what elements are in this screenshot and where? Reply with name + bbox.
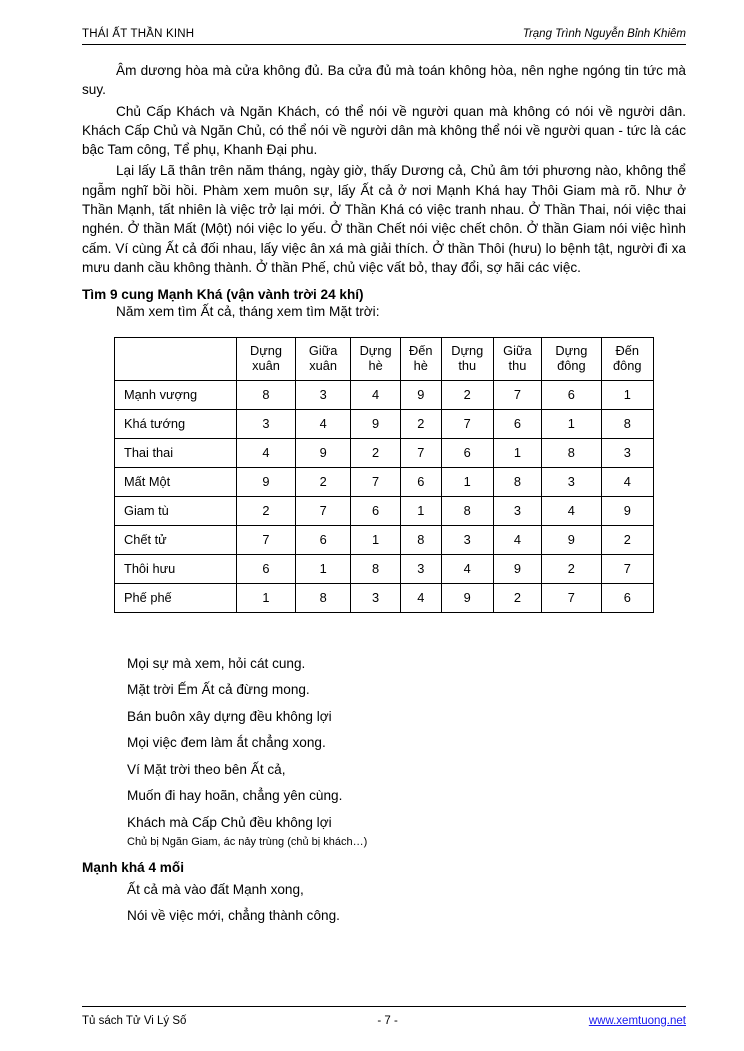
cell: 2	[441, 380, 493, 409]
cell: 3	[295, 380, 350, 409]
cell: 1	[542, 409, 601, 438]
verse-block-2	[82, 877, 686, 930]
footer-divider	[82, 1006, 686, 1007]
cell: 4	[542, 496, 601, 525]
table-container	[82, 337, 686, 612]
cell: 1	[601, 380, 653, 409]
cell: 6	[601, 583, 653, 612]
col-header-corner	[115, 338, 237, 380]
cell: 3	[237, 409, 296, 438]
nine-palaces-table	[114, 337, 654, 612]
cell: 1	[400, 496, 441, 525]
cell: 8	[493, 467, 541, 496]
table-head	[115, 338, 654, 380]
cell: 4	[601, 467, 653, 496]
verse-line: Mọi sự mà xem, hỏi cát cung.	[127, 655, 306, 671]
cell: 1	[493, 438, 541, 467]
cell: 7	[237, 525, 296, 554]
page-header	[82, 28, 686, 44]
table-row	[115, 409, 654, 438]
cell: 7	[542, 583, 601, 612]
row-label: Mất Một	[115, 467, 237, 496]
cell: 8	[351, 554, 400, 583]
cell: 9	[351, 409, 400, 438]
col-header-1: Dựng xuân	[237, 338, 296, 380]
col-header-6: Giữa thu	[493, 338, 541, 380]
table-row	[115, 380, 654, 409]
cell: 6	[493, 409, 541, 438]
body-paragraph-2: Chủ Cấp Khách và Ngăn Khách, có thể nói về người quan mà không có nói về người dân. Khách Cấp Chủ và Ngăn Chủ, có thể nói về người dân mà không thể nói về người quan - tức là các bậc Tam công, Tể phụ, Khanh Đại phu.	[82, 103, 686, 158]
cell: 1	[351, 525, 400, 554]
cell: 6	[441, 438, 493, 467]
cell: 4	[441, 554, 493, 583]
cell: 8	[441, 496, 493, 525]
cell: 2	[601, 525, 653, 554]
cell: 7	[441, 409, 493, 438]
cell: 8	[601, 409, 653, 438]
col-header-4: Đến hè	[400, 338, 441, 380]
verse-line: Khách mà Cấp Chủ đều không lợi	[127, 814, 332, 830]
cell: 4	[295, 409, 350, 438]
cell: 8	[237, 380, 296, 409]
header-title-right: Trạng Trình Nguyễn Bỉnh Khiêm	[522, 28, 686, 40]
table-row	[115, 525, 654, 554]
cell: 3	[400, 554, 441, 583]
cell: 9	[441, 583, 493, 612]
cell: 3	[441, 525, 493, 554]
cell: 1	[295, 554, 350, 583]
verse-line: Ất cả mà vào đất Mạnh xong,	[127, 881, 304, 897]
cell: 8	[400, 525, 441, 554]
table-row	[115, 583, 654, 612]
table-header-row	[115, 338, 654, 380]
header-title-left: THÁI ẤT THẦN KINH	[82, 28, 195, 40]
cell: 4	[493, 525, 541, 554]
row-label: Giam tù	[115, 496, 237, 525]
verse-line: Mặt trời Ếm Ất cả đừng mong.	[127, 682, 310, 698]
col-header-5: Dựng thu	[441, 338, 493, 380]
cell: 2	[400, 409, 441, 438]
cell: 6	[237, 554, 296, 583]
lead-line: Năm xem tìm Ất cả, tháng xem tìm Mặt trời:	[116, 304, 380, 320]
table-row	[115, 467, 654, 496]
row-label: Thai thai	[115, 438, 237, 467]
cell: 7	[493, 380, 541, 409]
cell: 9	[542, 525, 601, 554]
cell: 3	[351, 583, 400, 612]
body-paragraph-3: Lại lấy Lã thân trên năm tháng, ngày giờ, thấy Dương cả, Chủ âm tới phương nào, không thể ngẫm nghĩ bồi hồi. Phàm xem muôn sự, lấy Ất cả ở nơi Mạnh Khá hay Thôi Giam mà rõ. Như ở Thần Mạnh, tất nhiên là việc trở lại mới. Ở Thần Khá có việc tranh nhau. Ở Thần Thai, nói việc thai nghén. Ở thần Mất (Một) nói việc lo yếu. Ở thần Chết nói việc chết chôn. Ở thần Giam nói việc hình cấm. Ví cùng Ất cả đối nhau, lấy việc ân xá mà giải thích. Ở thần Thôi (hưu) lo bệnh tật, người đi xa mưu danh cầu không thành. Ở thần Phế, chủ việc vất bỏ, thay đổi, sợ hãi các việc.	[82, 163, 686, 275]
cell: 7	[351, 467, 400, 496]
table-row	[115, 438, 654, 467]
col-header-2: Giữa xuân	[295, 338, 350, 380]
cell: 9	[493, 554, 541, 583]
verse-block-1	[82, 651, 686, 837]
cell: 6	[542, 380, 601, 409]
body-paragraph-1: Âm dương hòa mà cửa không đủ. Ba cửa đủ mà toán không hòa, nên nghe ngóng tin tức mà suy.	[82, 63, 686, 98]
col-header-3: Dựng hè	[351, 338, 400, 380]
section-heading-2: Mạnh khá 4 mối	[82, 859, 184, 875]
cell: 8	[295, 583, 350, 612]
page-footer	[82, 1015, 686, 1027]
cell: 9	[295, 438, 350, 467]
cell: 9	[400, 380, 441, 409]
row-label: Mạnh vượng	[115, 380, 237, 409]
header-divider	[82, 44, 686, 45]
cell: 1	[237, 583, 296, 612]
table-row	[115, 496, 654, 525]
row-label: Phế phế	[115, 583, 237, 612]
verse-line: Nói về việc mới, chẳng thành công.	[127, 908, 340, 924]
cell: 6	[400, 467, 441, 496]
cell: 9	[601, 496, 653, 525]
cell: 7	[400, 438, 441, 467]
cell: 2	[493, 583, 541, 612]
row-label: Chết tử	[115, 525, 237, 554]
cell: 4	[237, 438, 296, 467]
verse-note: Chủ bị Ngăn Giam, ác nảy trùng (chủ bị khách…)	[127, 836, 368, 849]
verse-line: Mọi việc đem làm ắt chẳng xong.	[127, 735, 326, 751]
cell: 1	[441, 467, 493, 496]
cell: 3	[542, 467, 601, 496]
section-heading-1: Tìm 9 cung Mạnh Khá (vận vành trời 24 khí)	[82, 287, 364, 303]
cell: 8	[542, 438, 601, 467]
cell: 3	[493, 496, 541, 525]
cell: 7	[601, 554, 653, 583]
cell: 6	[351, 496, 400, 525]
col-header-7: Dựng đông	[542, 338, 601, 380]
cell: 4	[400, 583, 441, 612]
cell: 7	[295, 496, 350, 525]
cell: 2	[351, 438, 400, 467]
cell: 4	[351, 380, 400, 409]
table-body	[115, 380, 654, 612]
cell: 2	[542, 554, 601, 583]
footer-website-link[interactable]: www.xemtuong.net	[588, 1015, 686, 1027]
cell: 2	[237, 496, 296, 525]
verse-line: Bán buôn xây dựng đều không lợi	[127, 708, 332, 724]
footer-left: Tủ sách Tử Vi Lý Số	[82, 1015, 187, 1027]
cell: 6	[295, 525, 350, 554]
cell: 2	[295, 467, 350, 496]
verse-line: Ví Mặt trời theo bên Ất cả,	[127, 761, 286, 777]
page-number: - 7 -	[377, 1015, 398, 1027]
col-header-8: Đến đông	[601, 338, 653, 380]
table-row	[115, 554, 654, 583]
row-label: Khá tướng	[115, 409, 237, 438]
row-label: Thôi hưu	[115, 554, 237, 583]
cell: 9	[237, 467, 296, 496]
cell: 3	[601, 438, 653, 467]
verse-line: Muốn đi hay hoãn, chẳng yên cùng.	[127, 788, 343, 804]
